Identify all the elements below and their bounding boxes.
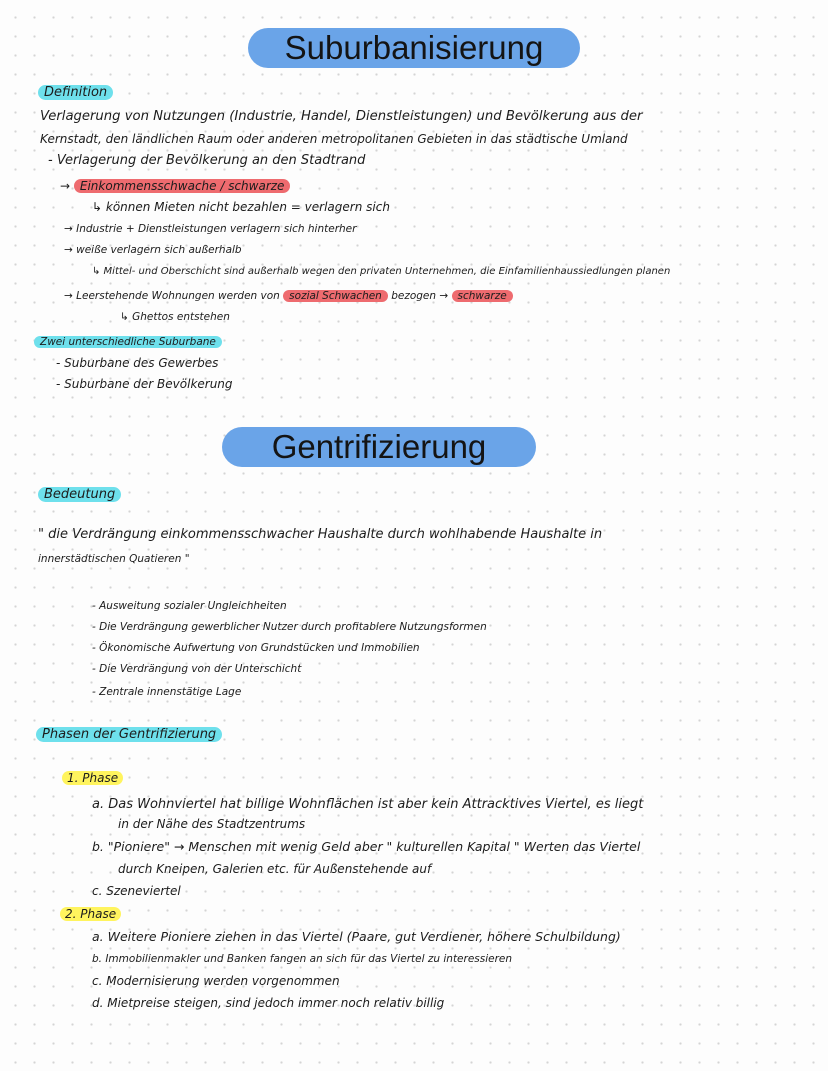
definition-line-3: - Verlagerung der Bevölkerung an den Stadtrand — [48, 153, 366, 168]
highlight-schwarze: schwarze — [452, 290, 513, 302]
arrow-point-4 — [64, 287, 513, 305]
phase-2-b: b. Immobilienmakler und Banken fangen an sich für das Viertel zu interessieren — [92, 953, 513, 965]
section-title: Gentrifizierung — [222, 427, 536, 467]
phase-1-b-line-2: durch Kneipen, Galerien etc. für Außenstehende auf — [118, 862, 432, 876]
phase-1-b-line-1: b. "Pioniere" → Menschen mit wenig Geld aber " kulturellen Kapital " Werten das Viertel — [92, 839, 641, 854]
phasen-label: Phasen der Gentrifizierung — [36, 727, 222, 742]
highlight-sozial-schwachen: sozial Schwachen — [283, 290, 388, 302]
phase-2-label: 2. Phase — [60, 907, 121, 921]
definition-label: Definition — [38, 85, 113, 100]
sub-point-4: ↳ Ghettos entstehen — [120, 311, 230, 323]
definition-line-1: Verlagerung von Nutzungen (Industrie, Handel, Dienstleistungen) und Bevölkerung aus der — [40, 109, 643, 124]
list-item: - Suburbane des Gewerbes — [56, 356, 219, 370]
sub-point-1: ↳ können Mieten nicht bezahlen = verlagern sich — [92, 200, 390, 214]
phasen-heading — [36, 726, 222, 744]
phase-1-a-line-1: a. Das Wohnviertel hat billige Wohnflächen ist aber kein Attracktives Viertel, es liegt — [92, 797, 644, 812]
phase-1-a-line-2: in der Nähe des Stadtzentrums — [118, 817, 306, 831]
list-item: - Zentrale innenstätige Lage — [92, 686, 242, 698]
zwei-suburbane-label: Zwei unterschiedliche Suburbane — [34, 336, 222, 348]
zwei-suburbane-heading — [34, 333, 222, 351]
bedeutung-heading — [38, 486, 121, 504]
phase-1-heading — [62, 769, 123, 787]
list-item: - Die Verdrängung gewerblicher Nutzer durch profitablere Nutzungsformen — [92, 621, 487, 633]
quote-line-2: innerstädtischen Quatieren " — [38, 553, 190, 565]
list-item: - Die Verdrängung von der Unterschicht — [92, 663, 302, 675]
arrow-4-text-a: → Leerstehende Wohnungen werden von — [64, 290, 280, 302]
highlight-einkommensschwache: Einkommensschwache / schwarze — [74, 179, 291, 193]
quote-line-1: " die Verdrängung einkommensschwacher Haushalte durch wohlhabende Haushalte in — [38, 527, 603, 542]
arrow-point-2: → Industrie + Dienstleistungen verlagern sich hinterher — [64, 223, 357, 235]
arrow-point-1 — [60, 177, 290, 195]
phase-1-label: 1. Phase — [62, 771, 123, 785]
arrow-point-3: → weiße verlagern sich außerhalb — [64, 244, 242, 256]
page-title: Suburbanisierung — [248, 28, 580, 68]
definition-heading — [38, 84, 113, 102]
phase-2-c: c. Modernisierung werden vorgenommen — [92, 974, 340, 988]
list-item: - Ausweitung sozialer Ungleichheiten — [92, 600, 287, 612]
phase-2-a: a. Weitere Pioniere ziehen in das Viertel (Paare, gut Verdiener, höhere Schulbildung) — [92, 929, 621, 944]
phase-2-d: d. Mietpreise steigen, sind jedoch immer noch relativ billig — [92, 996, 445, 1010]
arrow-icon: → — [60, 179, 71, 193]
sub-point-3: ↳ Mittel- und Oberschicht sind außerhalb wegen den privaten Unternehmen, die Einfamilienhaussiedlungen planen — [92, 266, 671, 277]
definition-line-2: Kernstadt, den ländlichen Raum oder anderen metropolitanen Gebieten in das städtische Umland — [40, 132, 628, 146]
list-item: - Ökonomische Aufwertung von Grundstücken und Immobilien — [92, 642, 420, 654]
arrow-4-text-b: bezogen → — [391, 290, 449, 302]
bedeutung-label: Bedeutung — [38, 487, 121, 502]
phase-1-c: c. Szeneviertel — [92, 884, 181, 898]
list-item: - Suburbane der Bevölkerung — [56, 377, 233, 391]
phase-2-heading — [60, 905, 121, 923]
